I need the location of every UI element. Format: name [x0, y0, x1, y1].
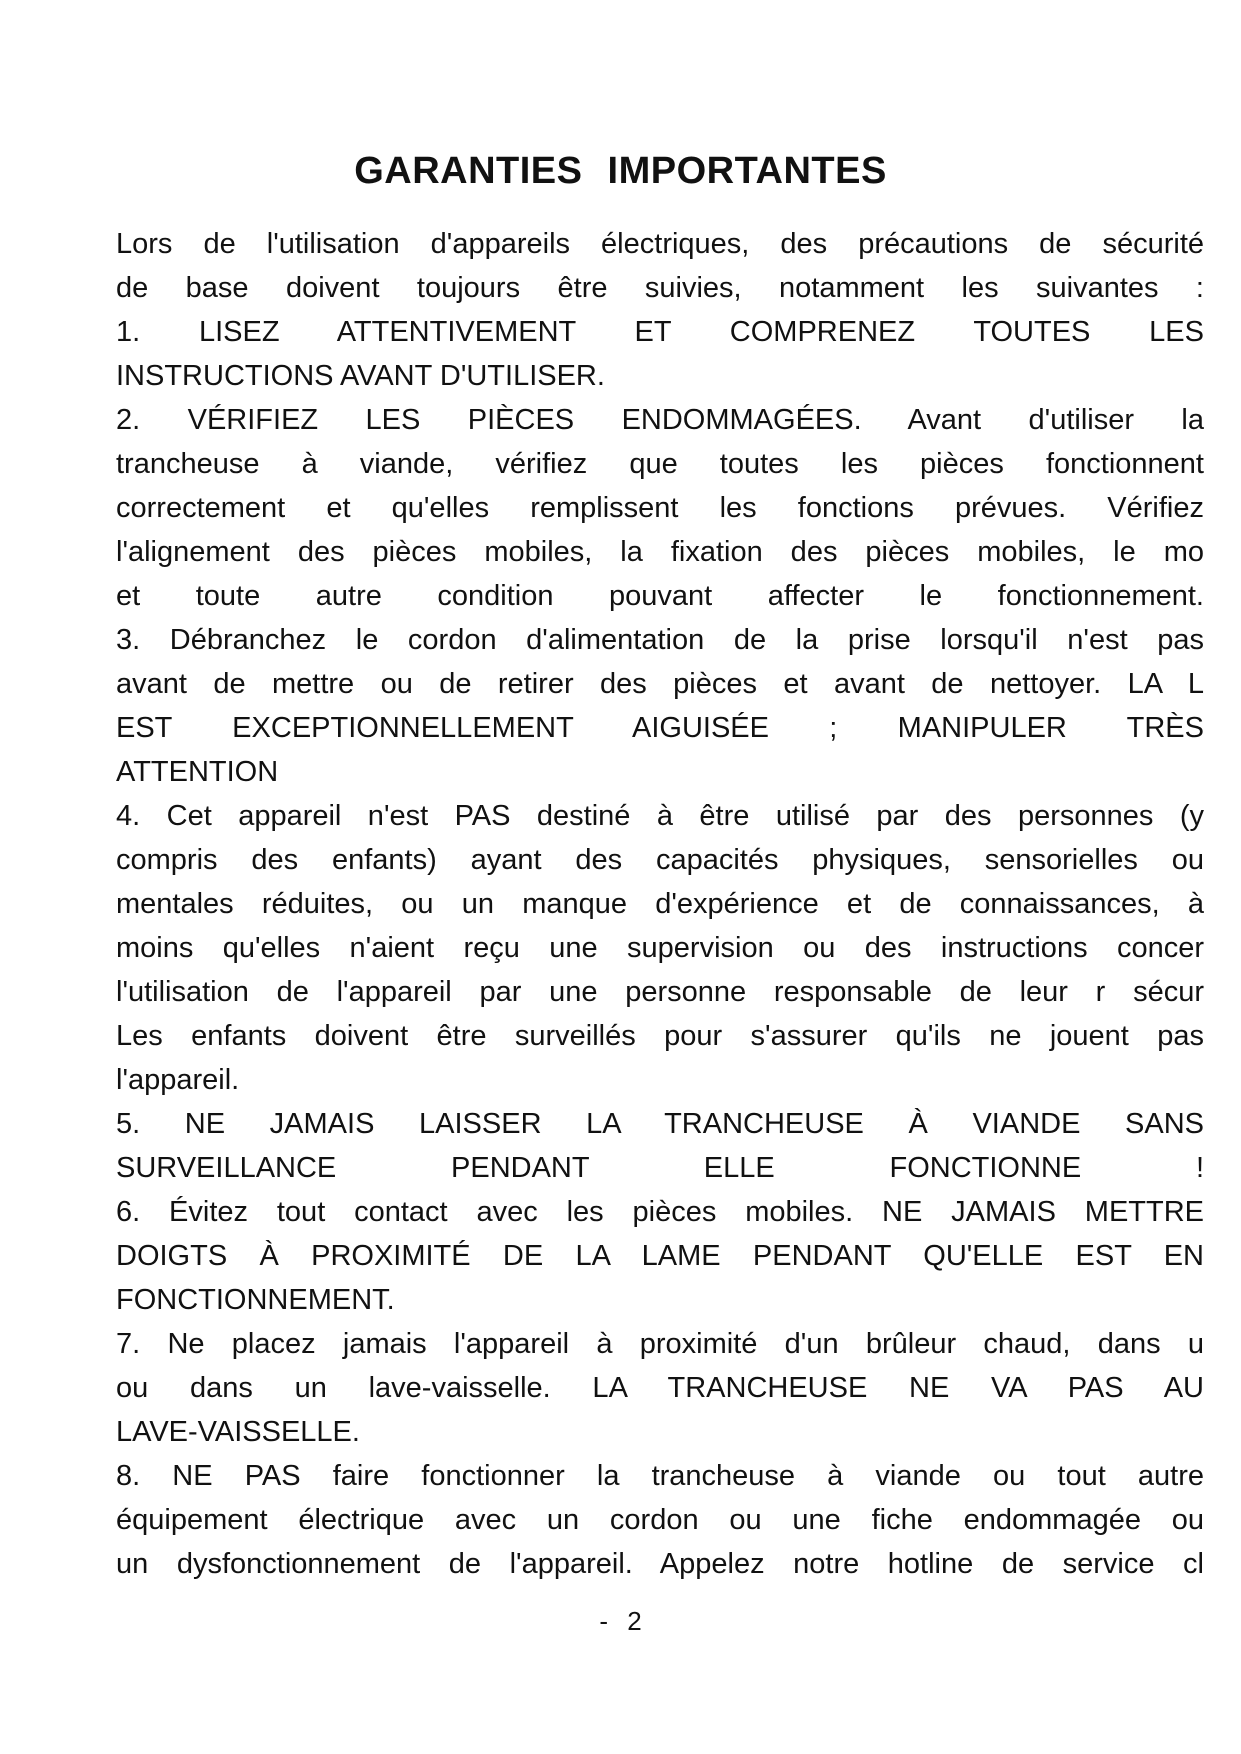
text-line: Les enfants doivent être surveillés pour s'assurer qu'ils ne jouent pas — [116, 1020, 1204, 1052]
text-line: ou dans un lave-vaisselle. LA TRANCHEUSE NE VA PAS AU — [116, 1372, 1204, 1404]
text-line: ATTENTION — [116, 756, 279, 788]
text-line: LAVE-VAISSELLE. — [116, 1416, 360, 1448]
text-line: 4. Cet appareil n'est PAS destiné à être utilisé par des personnes (y — [116, 800, 1204, 832]
text-line: de base doivent toujours être suivies, notamment les suivantes : — [116, 272, 1204, 304]
text-line: FONCTIONNEMENT. — [116, 1284, 395, 1316]
text-line: équipement électrique avec un cordon ou une fiche endommagée ou — [116, 1504, 1204, 1536]
text-line: avant de mettre ou de retirer des pièces et avant de nettoyer. LA L — [116, 668, 1204, 700]
text-line: correctement et qu'elles remplissent les fonctions prévues. Vérifiez — [116, 492, 1204, 524]
text-line: INSTRUCTIONS AVANT D'UTILISER. — [116, 360, 605, 392]
page-number: - 2 — [599, 1606, 642, 1636]
text-line: un dysfonctionnement de l'appareil. Appelez notre hotline de service cl — [116, 1548, 1204, 1580]
text-line: l'alignement des pièces mobiles, la fixation des pièces mobiles, le mo — [116, 536, 1204, 568]
text-line: 6. Évitez tout contact avec les pièces mobiles. NE JAMAIS METTRE — [116, 1196, 1204, 1228]
text-line: trancheuse à viande, vérifiez que toutes les pièces fonctionnent — [116, 448, 1204, 480]
text-line: compris des enfants) ayant des capacités physiques, sensorielles ou — [116, 844, 1204, 876]
text-line: Lors de l'utilisation d'appareils électriques, des précautions de sécurité — [116, 228, 1204, 260]
text-line: 2. VÉRIFIEZ LES PIÈCES ENDOMMAGÉES. Avant d'utiliser la — [116, 404, 1204, 436]
page-title: GARANTIES IMPORTANTES — [354, 150, 887, 192]
text-line: mentales réduites, ou un manque d'expérience et de connaissances, à — [116, 888, 1204, 920]
text-line: 8. NE PAS faire fonctionner la trancheuse à viande ou tout autre — [116, 1460, 1204, 1492]
text-line: 3. Débranchez le cordon d'alimentation de la prise lorsqu'il n'est pas — [116, 624, 1204, 656]
text-line: DOIGTS À PROXIMITÉ DE LA LAME PENDANT QU'ELLE EST EN — [116, 1240, 1204, 1272]
text-line: 1. LISEZ ATTENTIVEMENT ET COMPRENEZ TOUTES LES — [116, 316, 1204, 348]
text-line: 7. Ne placez jamais l'appareil à proximité d'un brûleur chaud, dans u — [116, 1328, 1204, 1360]
text-line: l'appareil. — [116, 1064, 240, 1096]
text-line: EST EXCEPTIONNELLEMENT AIGUISÉE ; MANIPULER TRÈS — [116, 712, 1204, 744]
text-line: moins qu'elles n'aient reçu une supervision ou des instructions concer — [116, 932, 1204, 964]
text-line: l'utilisation de l'appareil par une personne responsable de leur r sécur — [116, 976, 1204, 1008]
body-text — [116, 222, 1204, 1586]
text-line: SURVEILLANCE PENDANT ELLE FONCTIONNE ! — [116, 1152, 1204, 1184]
text-line: et toute autre condition pouvant affecter le fonctionnement. — [116, 580, 1204, 612]
text-line: 5. NE JAMAIS LAISSER LA TRANCHEUSE À VIANDE SANS — [116, 1108, 1204, 1140]
